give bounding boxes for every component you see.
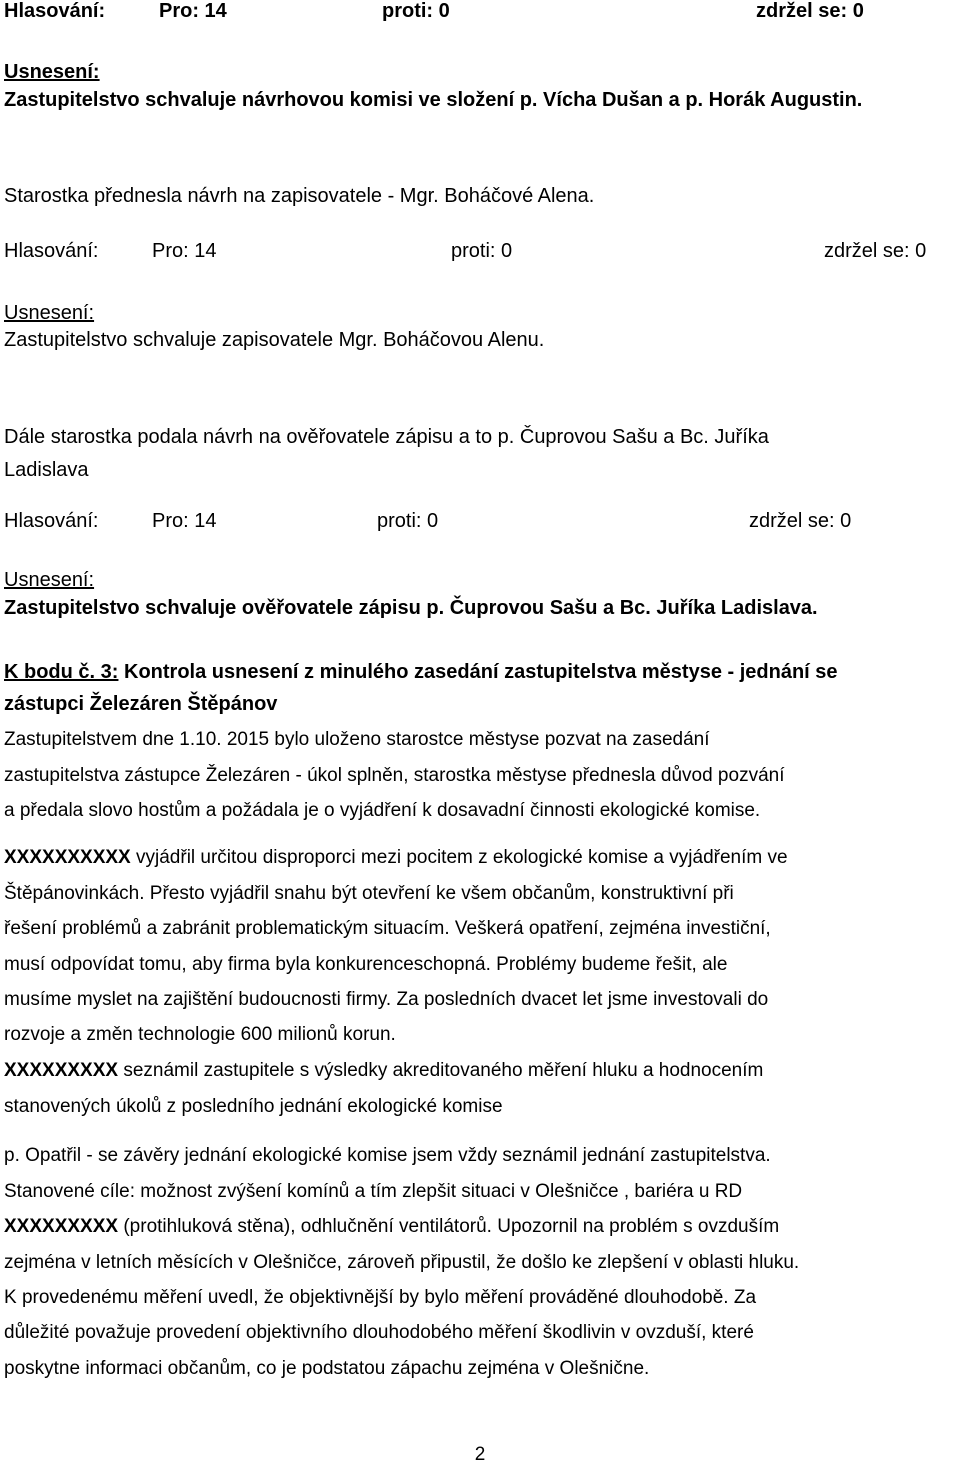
vote-proti: proti: 0 bbox=[451, 240, 513, 262]
paragraph-line: musí odpovídat tomu, aby firma byla konkurenceschopná. Problémy budeme řešit, ale bbox=[4, 954, 728, 975]
paragraph-line: XXXXXXXXXX vyjádřil určitou disproporci mezi pocitem z ekologické komise a vyjádřením ve bbox=[4, 847, 788, 868]
paragraph: Starostka přednesla návrh na zapisovatele - Mgr. Boháčové Alena. bbox=[4, 185, 595, 207]
vote-zdrzel: zdržel se: 0 bbox=[749, 510, 852, 532]
vote-zdrzel: zdržel se: 0 bbox=[824, 240, 927, 262]
vote-proti: proti: 0 bbox=[377, 510, 439, 532]
paragraph-line: rozvoje a změn technologie 600 milionů korun. bbox=[4, 1024, 396, 1045]
vote-row-3 bbox=[4, 510, 940, 536]
paragraph-line: musíme myslet na zajištění budoucnosti firmy. Za posledních dvacet let jsme investovali do bbox=[4, 989, 769, 1010]
vote-row-2 bbox=[4, 240, 940, 266]
resolution-text: Zastupitelstvo schvaluje návrhovou komisi ve složení p. Vícha Dušan a p. Horák Augustin. bbox=[4, 89, 863, 111]
page-number: 2 bbox=[474, 1444, 486, 1465]
redacted-name: XXXXXXXXX bbox=[4, 1060, 119, 1081]
vote-label: Hlasování: bbox=[4, 240, 99, 262]
item-heading bbox=[4, 660, 838, 685]
paragraph-line: Štěpánovinkách. Přesto vyjádřil snahu být otevření ke všem občanům, konstruktivní při bbox=[4, 883, 734, 904]
vote-pro: Pro: 14 bbox=[152, 510, 217, 532]
paragraph-line: zastupitelstva zástupce Železáren - úkol splněn, starostka městyse přednesla důvod pozvání bbox=[4, 765, 785, 786]
paragraph-line: Dále starostka podala návrh na ověřovatele zápisu a to p. Čuprovou Sašu a Bc. Juříka bbox=[4, 426, 769, 448]
vote-label: Hlasování: bbox=[4, 0, 106, 22]
item-title: Kontrola usnesení z minulého zasedání zastupitelstva městyse - jednání se bbox=[118, 661, 838, 683]
vote-pro: Pro: 14 bbox=[152, 240, 217, 262]
redacted-name: XXXXXXXXX bbox=[4, 1216, 119, 1237]
paragraph-line: stanovených úkolů z posledního jednání ekologické komise bbox=[4, 1096, 503, 1117]
paragraph-line: a předala slovo hostům a požádala je o vyjádření k dosavadní činnosti ekologické komise. bbox=[4, 800, 761, 821]
vote-label: Hlasování: bbox=[4, 510, 99, 532]
paragraph-line: XXXXXXXXX (protihluková stěna), odhlučnění ventilátorů. Upozornil na problém s ovzduším bbox=[4, 1216, 780, 1237]
paragraph-line: Zastupitelstvem dne 1.10. 2015 bylo uloženo starostce městyse pozvat na zasedání bbox=[4, 729, 710, 750]
paragraph-line: XXXXXXXXX seznámil zastupitele s výsledky akreditovaného měření hluku a hodnocením bbox=[4, 1060, 764, 1081]
resolution-text: Zastupitelstvo schvaluje zapisovatele Mgr. Boháčovou Alenu. bbox=[4, 329, 545, 351]
item-title-line2: zástupci Železáren Štěpánov bbox=[4, 693, 278, 715]
resolution-label: Usnesení: bbox=[4, 61, 100, 83]
redacted-name: XXXXXXXXXX bbox=[4, 847, 131, 868]
resolution-text: Zastupitelstvo schvaluje ověřovatele zápisu p. Čuprovou Sašu a Bc. Juříka Ladislava. bbox=[4, 597, 818, 619]
resolution-label: Usnesení: bbox=[4, 569, 95, 591]
vote-zdrzel: zdržel se: 0 bbox=[756, 0, 864, 22]
paragraph-line: K provedenému měření uvedl, že objektivnější by bylo měření prováděné dlouhodobě. Za bbox=[4, 1287, 757, 1308]
paragraph-line: zejména v letních měsících v Olešničce, zároveň připustil, že došlo ke zlepšení v oblasti hluku. bbox=[4, 1252, 800, 1273]
paragraph-line: Ladislava bbox=[4, 459, 89, 481]
item-number: K bodu č. 3: bbox=[4, 661, 119, 683]
paragraph-line: řešení problémů a zabránit problematickým situacím. Veškerá opatření, zejména investiční, bbox=[4, 918, 771, 939]
resolution-label: Usnesení: bbox=[4, 302, 95, 324]
paragraph-line: Stanovené cíle: možnost zvýšení komínů a tím zlepšit situaci v Olešničce , bariéra u RD bbox=[4, 1181, 743, 1202]
vote-row-1 bbox=[4, 0, 940, 26]
vote-pro: Pro: 14 bbox=[159, 0, 227, 22]
paragraph-line: p. Opatřil - se závěry jednání ekologické komise jsem vždy seznámil jednání zastupitelstva. bbox=[4, 1145, 771, 1166]
vote-proti: proti: 0 bbox=[382, 0, 450, 22]
paragraph-line: důležité považuje provedení objektivního dlouhodobého měření škodlivin v ovzduší, které bbox=[4, 1322, 754, 1343]
paragraph-line: poskytne informaci občanům, co je podstatou zápachu zejména v Olešnične. bbox=[4, 1358, 650, 1379]
